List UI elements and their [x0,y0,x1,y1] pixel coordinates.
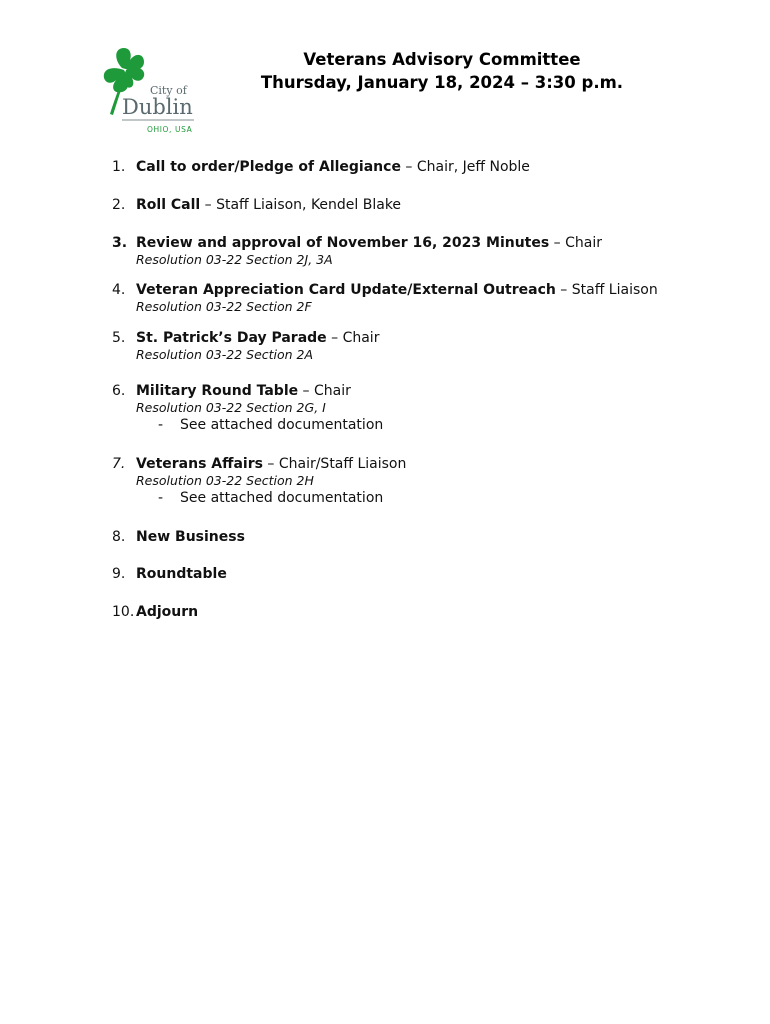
agenda-item [112,329,712,363]
item-resolution: Resolution 03-22 Section 2J, 3A [136,252,333,267]
item-number: 4. [112,282,126,298]
item-title: Review and approval of November 16, 2023 Minutes [136,235,550,251]
item-title: Call to order/Pledge of Allegiance [136,159,401,175]
agenda-item [112,281,712,315]
agenda-item [112,234,712,268]
item-number: 2. [112,197,126,213]
item-number: 6. [112,383,126,399]
item-resolution: Resolution 03-22 Section 2A [136,347,314,362]
item-title: New Business [136,529,245,545]
agenda-item [112,158,712,176]
item-presenter: – Staff Liaison, Kendel Blake [200,197,402,213]
agenda-item [112,528,712,546]
logo-region: OHIO, USA [147,125,193,134]
bullet-text: See attached documentation [180,490,384,506]
item-presenter: – Chair [326,330,380,346]
item-presenter: – Chair [298,383,351,399]
logo-city-of: City of [150,84,187,97]
item-number: 10. [112,604,135,620]
item-title: Roll Call [136,197,201,213]
agenda-item [112,565,712,583]
item-presenter: – Staff Liaison [555,282,658,298]
item-number: 1. [112,159,126,175]
item-number: 5. [112,330,126,346]
item-title: Veteran Appreciation Card Update/External Outreach [136,282,556,298]
agenda-item [112,603,712,621]
logo-name: Dublin [122,95,193,119]
item-number: 9. [112,566,126,582]
committee-title: Veterans Advisory Committee [303,50,581,69]
item-number: 8. [112,529,126,545]
item-bullet: - See attached documentation [158,490,384,506]
item-number: 3. [112,235,128,251]
item-resolution: Resolution 03-22 Section 2F [136,299,312,314]
item-resolution: Resolution 03-22 Section 2H [136,473,314,488]
agenda-item [112,382,712,435]
item-number: 7. [112,456,126,472]
meeting-date: Thursday, January 18, 2024 – 3:30 p.m. [260,73,624,92]
item-presenter: – Chair/Staff Liaison [262,456,407,472]
item-resolution: Resolution 03-22 Section 2G, I [136,400,326,415]
agenda-item [112,455,712,508]
item-presenter: – Chair, Jeff Noble [400,159,530,175]
item-presenter: – Chair [549,235,602,251]
agenda-item [112,196,712,214]
item-title: Roundtable [136,566,227,582]
bullet-text: See attached documentation [180,417,384,433]
item-bullet: - See attached documentation [158,417,384,433]
item-title: Military Round Table [136,383,299,399]
item-title: St. Patrick’s Day Parade [136,330,327,346]
item-title: Veterans Affairs [136,456,263,472]
item-title: Adjourn [136,604,199,620]
